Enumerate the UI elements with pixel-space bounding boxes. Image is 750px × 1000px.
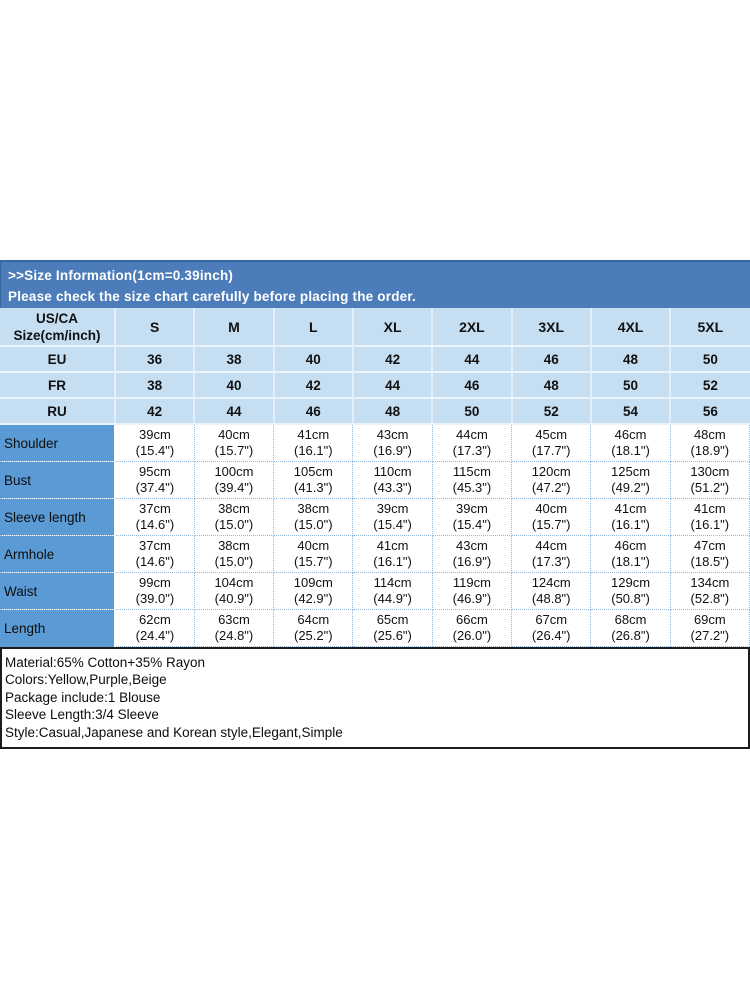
measurement-value-cell: [512, 424, 591, 462]
value-inch: (15.7"): [293, 554, 333, 569]
measurement-value-cell: [670, 573, 749, 610]
region-size-value: 44: [432, 346, 511, 372]
region-size-value: 44: [353, 372, 432, 398]
region-size-value: 38: [115, 372, 194, 398]
value-inch: (17.7"): [531, 443, 571, 458]
value-cm: 37cm: [139, 500, 171, 516]
measurement-value-cell: [115, 610, 194, 647]
region-size-value: 48: [353, 398, 432, 424]
size-column-header: S: [115, 308, 194, 346]
size-column-header: L: [274, 308, 353, 346]
value-inch: (26.0"): [452, 628, 492, 643]
value-cm: 125cm: [611, 463, 651, 479]
value-inch: (16.1"): [373, 554, 412, 569]
measurement-row: [0, 462, 750, 499]
measurement-value-cell: [432, 424, 511, 462]
value-cm: 39cm: [139, 426, 171, 442]
measurement-value-cell: [194, 424, 273, 462]
value-inch: (48.8"): [531, 591, 571, 606]
region-size-value: 52: [670, 372, 749, 398]
measurement-value-cell: [432, 610, 511, 647]
measurement-value-cell: [591, 499, 670, 536]
value-inch: (16.9"): [373, 443, 412, 458]
measurement-value-cell: [353, 424, 432, 462]
size-info-banner: [0, 260, 750, 308]
region-size-value: 46: [274, 398, 353, 424]
region-row: [0, 398, 750, 424]
measurement-value-cell: [194, 610, 273, 647]
measurement-value-cell: [194, 499, 273, 536]
value-inch: (15.0"): [214, 554, 254, 569]
value-inch: (42.9"): [293, 591, 333, 606]
corner-label-line2: Size(cm/inch): [13, 327, 101, 343]
measurement-value-cell: [591, 573, 670, 610]
value-inch: (16.9"): [452, 554, 492, 569]
value-cm: 134cm: [690, 574, 730, 590]
measurement-label: Length: [0, 610, 115, 647]
region-size-value: 36: [115, 346, 194, 372]
size-column-header: 2XL: [432, 308, 511, 346]
product-detail-line: Material:65% Cotton+35% Rayon: [5, 655, 205, 670]
value-inch: (49.2"): [611, 480, 650, 495]
region-size-value: 42: [353, 346, 432, 372]
value-cm: 43cm: [376, 426, 409, 442]
region-size-value: 38: [194, 346, 273, 372]
value-cm: 41cm: [376, 537, 409, 553]
value-cm: 69cm: [693, 611, 726, 627]
measurement-value-cell: [274, 424, 353, 462]
value-cm: 119cm: [452, 574, 491, 590]
measurement-value-cell: [194, 462, 273, 499]
product-detail-line: Style:Casual,Japanese and Korean style,Elegant,Simple: [5, 724, 343, 740]
value-cm: 40cm: [535, 500, 568, 516]
region-size-value: 50: [591, 372, 670, 398]
product-details: [0, 647, 750, 749]
value-inch: (15.4"): [452, 517, 492, 532]
measurement-value-cell: [670, 499, 749, 536]
measurement-value-cell: [512, 610, 591, 647]
value-cm: 41cm: [693, 500, 726, 516]
measurement-value-cell: [115, 499, 194, 536]
value-cm: 104cm: [214, 574, 254, 590]
value-cm: 99cm: [139, 574, 171, 590]
region-label: RU: [0, 398, 115, 424]
region-row: [0, 346, 750, 372]
value-inch: (24.8"): [214, 628, 254, 643]
value-cm: 40cm: [297, 537, 330, 553]
value-inch: (15.7"): [214, 443, 254, 458]
value-cm: 124cm: [531, 574, 571, 590]
region-size-value: 48: [512, 372, 591, 398]
measurement-value-cell: [432, 536, 511, 573]
value-inch: (15.4"): [373, 517, 412, 532]
value-cm: 120cm: [531, 463, 571, 479]
value-cm: 38cm: [218, 500, 250, 516]
size-column-header: 4XL: [591, 308, 670, 346]
measurement-value-cell: [432, 462, 511, 499]
value-cm: 38cm: [297, 500, 330, 516]
measurement-value-cell: [591, 536, 670, 573]
value-inch: (43.3"): [373, 480, 412, 495]
value-cm: 110cm: [373, 463, 412, 479]
measurement-value-cell: [670, 462, 749, 499]
value-cm: 45cm: [535, 426, 568, 442]
measurement-value-cell: [512, 462, 591, 499]
value-cm: 47cm: [693, 537, 726, 553]
measurement-value-cell: [353, 573, 432, 610]
value-cm: 62cm: [139, 611, 171, 627]
value-cm: 39cm: [456, 500, 488, 516]
value-inch: (15.0"): [293, 517, 333, 532]
measurement-label: Armhole: [0, 536, 115, 573]
value-inch: (41.3"): [293, 480, 333, 495]
measurement-value-cell: [670, 424, 749, 462]
value-inch: (15.4"): [135, 443, 175, 458]
product-detail-line: Package include:1 Blouse: [5, 689, 161, 705]
region-size-value: 50: [432, 398, 511, 424]
value-cm: 115cm: [452, 463, 491, 479]
region-size-value: 42: [274, 372, 353, 398]
value-inch: (17.3"): [531, 554, 571, 569]
value-inch: (18.1"): [611, 554, 650, 569]
region-size-value: 40: [274, 346, 353, 372]
size-column-header: 3XL: [512, 308, 591, 346]
size-column-header: XL: [353, 308, 432, 346]
value-cm: 100cm: [214, 463, 254, 479]
measurement-value-cell: [194, 536, 273, 573]
size-chart-table: [0, 308, 750, 647]
value-cm: 67cm: [535, 611, 568, 627]
measurement-value-cell: [432, 499, 511, 536]
measurement-label: Shoulder: [0, 424, 115, 462]
measurement-value-cell: [115, 424, 194, 462]
value-inch: (52.8"): [690, 591, 730, 606]
value-inch: (27.2"): [690, 628, 730, 643]
value-cm: 48cm: [693, 426, 726, 442]
banner-subtitle: Please check the size chart carefully before placing the order.: [8, 289, 417, 304]
measurement-label: Sleeve length: [0, 499, 115, 536]
measurement-value-cell: [670, 610, 749, 647]
measurement-value-cell: [274, 536, 353, 573]
value-cm: 46cm: [614, 426, 647, 442]
value-cm: 109cm: [293, 574, 333, 590]
measurement-value-cell: [591, 424, 670, 462]
value-cm: 130cm: [690, 463, 730, 479]
measurement-value-cell: [274, 573, 353, 610]
measurement-value-cell: [274, 499, 353, 536]
measurement-value-cell: [432, 573, 511, 610]
measurement-value-cell: [353, 462, 432, 499]
value-inch: (17.3"): [452, 443, 492, 458]
value-cm: 46cm: [614, 537, 647, 553]
region-size-value: 48: [591, 346, 670, 372]
value-inch: (25.6"): [373, 628, 412, 643]
value-cm: 63cm: [218, 611, 250, 627]
value-cm: 114cm: [373, 574, 412, 590]
measurement-row: [0, 573, 750, 610]
measurement-value-cell: [512, 536, 591, 573]
value-cm: 37cm: [139, 537, 171, 553]
value-inch: (18.9"): [690, 443, 730, 458]
measurement-value-cell: [591, 462, 670, 499]
measurement-value-cell: [274, 610, 353, 647]
value-inch: (50.8"): [611, 591, 650, 606]
value-cm: 40cm: [218, 426, 250, 442]
value-cm: 38cm: [218, 537, 250, 553]
value-cm: 105cm: [293, 463, 333, 479]
value-cm: 43cm: [456, 537, 488, 553]
region-size-value: 44: [194, 398, 273, 424]
corner-cell: [0, 308, 115, 346]
measurement-value-cell: [274, 462, 353, 499]
value-inch: (16.1"): [611, 517, 650, 532]
size-chart-content: [0, 260, 750, 749]
measurement-row: [0, 610, 750, 647]
value-inch: (39.4"): [214, 480, 254, 495]
value-inch: (24.4"): [135, 628, 175, 643]
value-inch: (37.4"): [135, 480, 175, 495]
value-inch: (45.3"): [452, 480, 492, 495]
product-detail-line: Sleeve Length:3/4 Sleeve: [5, 707, 159, 723]
value-cm: 39cm: [376, 500, 409, 516]
value-inch: (26.4"): [531, 628, 571, 643]
measurement-label: Bust: [0, 462, 115, 499]
value-inch: (18.5"): [690, 554, 730, 569]
value-inch: (16.1"): [690, 517, 730, 532]
region-size-value: 54: [591, 398, 670, 424]
value-cm: 68cm: [614, 611, 647, 627]
value-cm: 129cm: [611, 574, 651, 590]
value-cm: 44cm: [456, 426, 488, 442]
region-size-value: 46: [432, 372, 511, 398]
value-cm: 95cm: [139, 463, 171, 479]
region-size-value: 52: [512, 398, 591, 424]
measurement-value-cell: [115, 536, 194, 573]
value-inch: (15.7"): [531, 517, 571, 532]
value-inch: (39.0"): [135, 591, 175, 606]
measurement-value-cell: [115, 462, 194, 499]
value-cm: 65cm: [376, 611, 409, 627]
sizes-header-row: [0, 308, 750, 346]
region-label: FR: [0, 372, 115, 398]
measurement-value-cell: [670, 536, 749, 573]
value-inch: (46.9"): [452, 591, 492, 606]
size-column-header: 5XL: [670, 308, 749, 346]
measurement-value-cell: [353, 536, 432, 573]
region-size-value: 56: [670, 398, 749, 424]
measurement-value-cell: [194, 573, 273, 610]
region-size-value: 42: [115, 398, 194, 424]
measurement-value-cell: [591, 610, 670, 647]
measurement-value-cell: [512, 499, 591, 536]
region-label: EU: [0, 346, 115, 372]
value-inch: (14.6"): [135, 554, 175, 569]
region-size-value: 40: [194, 372, 273, 398]
region-size-value: 50: [670, 346, 749, 372]
value-cm: 44cm: [535, 537, 568, 553]
measurement-row: [0, 536, 750, 573]
value-cm: 41cm: [297, 426, 330, 442]
value-inch: (44.9"): [373, 591, 412, 606]
value-cm: 66cm: [456, 611, 488, 627]
measurement-value-cell: [353, 610, 432, 647]
measurement-row: [0, 424, 750, 462]
measurement-label: Waist: [0, 573, 115, 610]
region-size-value: 46: [512, 346, 591, 372]
value-inch: (15.0"): [214, 517, 254, 532]
region-row: [0, 372, 750, 398]
value-inch: (16.1"): [293, 443, 333, 458]
measurement-value-cell: [353, 499, 432, 536]
value-inch: (51.2"): [690, 480, 730, 495]
value-inch: (18.1"): [611, 443, 650, 458]
value-inch: (26.8"): [611, 628, 650, 643]
size-column-header: M: [194, 308, 273, 346]
value-inch: (14.6"): [135, 517, 175, 532]
product-detail-line: Colors:Yellow,Purple,Beige: [5, 672, 167, 688]
value-cm: 64cm: [297, 611, 330, 627]
corner-label-line1: US/CA: [35, 310, 78, 326]
banner-title: >>Size Information(1cm=0.39inch): [8, 268, 234, 283]
measurement-value-cell: [512, 573, 591, 610]
measurement-row: [0, 499, 750, 536]
value-cm: 41cm: [614, 500, 647, 516]
value-inch: (25.2"): [293, 628, 333, 643]
measurement-value-cell: [115, 573, 194, 610]
value-inch: (47.2"): [531, 480, 571, 495]
value-inch: (40.9"): [214, 591, 254, 606]
